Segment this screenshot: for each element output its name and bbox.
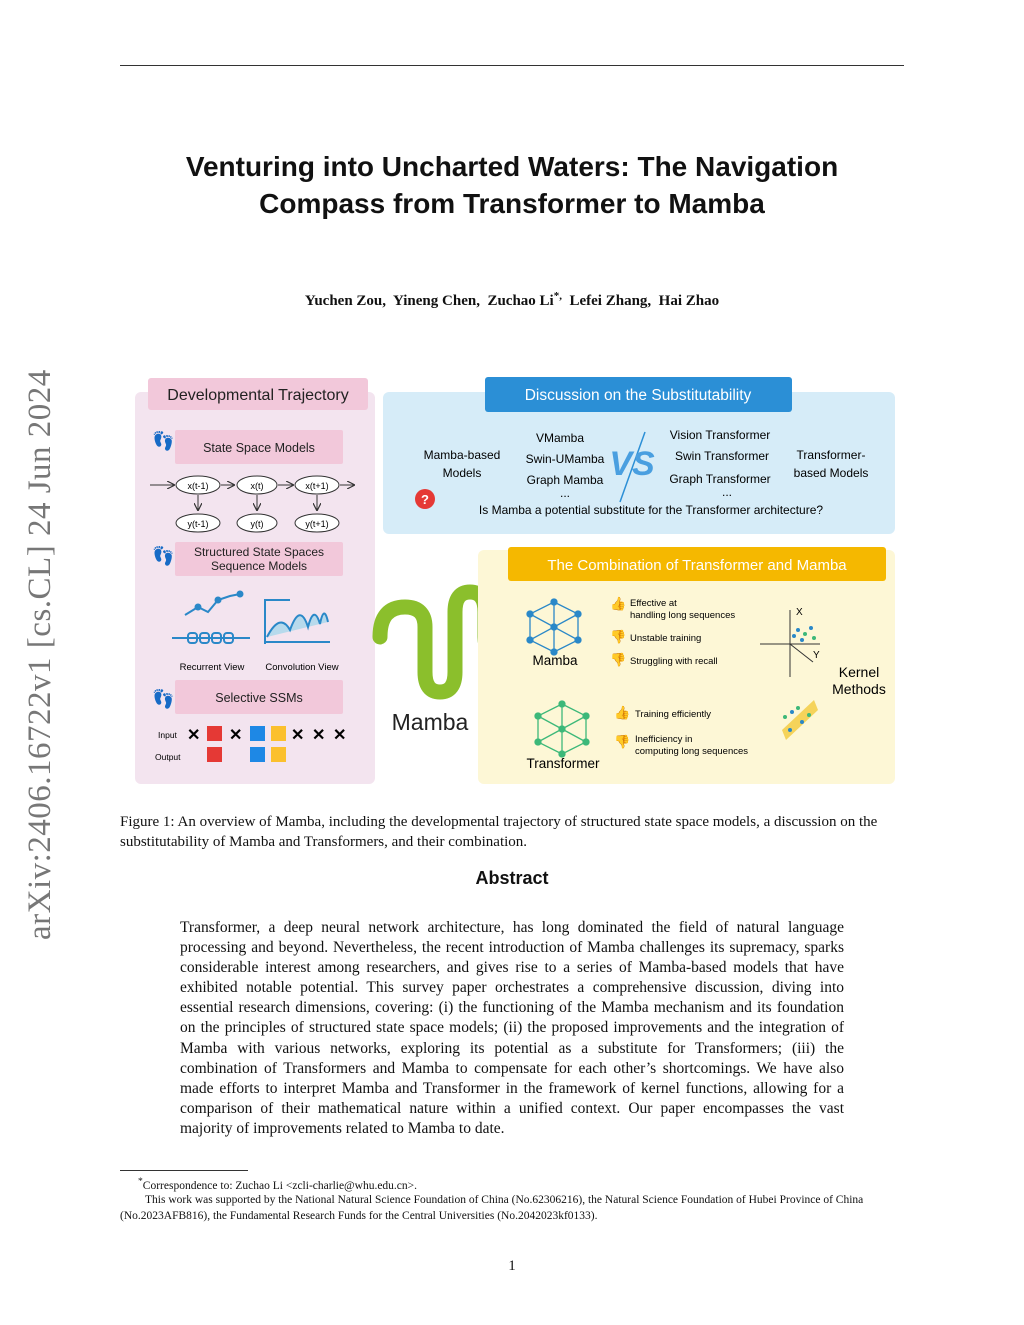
author-2: Yineng Chen, [392, 293, 480, 309]
masked-token-icon: ✕ [333, 727, 347, 744]
ssm-label: State Space Models [203, 441, 315, 455]
thumbs-up-icon: 👍 [610, 596, 627, 611]
author-5: Hai Zhao [658, 293, 720, 309]
transformer-item-2: Swin Transformer [674, 449, 770, 463]
thumbs-down-icon: 👎 [610, 629, 627, 644]
developmental-trajectory-panel [135, 378, 375, 784]
axis-y-label: Y [813, 650, 820, 661]
footnote-mark: * [138, 1176, 143, 1187]
abstract-body: Transformer, a deep neural network architecture, has long dominated the field of natural language processing and beyond. Nevertheless, the recent introduction of Mamba challenges its supremacy, sparks considerable interest among researchers, and gives rise to a series of Mamba-based models that have exhibited notable potential. This survey paper orchestrates a comprehensive discussion, diving into essential research dimensions, covering: (i) the functioning of the Mamba mechanism and its foundation on the principles of structured state space models; (ii) the proposed improvements and the integration of Mamba with various networks, exploring its potential as a substitute for Transformers; (iii) the combination of Transformers and Mamba to compensate for each other’s shortcomings. We have also made efforts to interpret Mamba and Transformer in the framework of kernel functions, allowing for a comparison of their mathematical nature within a unified context. Our paper encompasses the vast majority of improvements related to Mamba to date. [180, 919, 844, 1137]
thumbs-down-icon: 👎 [610, 652, 627, 667]
s4-label-2: Sequence Models [210, 559, 308, 573]
abstract-heading: Abstract [475, 868, 549, 888]
s4-label-1: Structured State Spaces [193, 545, 325, 559]
red-token [207, 726, 222, 741]
mamba-point-1b: handling long sequences [630, 610, 736, 621]
recurrent-view-label: Recurrent View [179, 662, 245, 673]
author-mark: *, [553, 290, 562, 302]
blue-token [250, 747, 265, 762]
mamba-label: Mamba [532, 653, 578, 668]
mamba-item-3: Graph Mamba [526, 473, 604, 487]
transformer-point-1: Training efficiently [635, 709, 712, 720]
footprint-icon: 👣 [152, 546, 175, 566]
transformer-group-1: Transformer- [796, 448, 866, 462]
mamba-group-1: Mamba-based [423, 448, 501, 462]
combination-panel [478, 547, 895, 784]
footnote-funding: This work was supported by the National Natural Science Foundation of China (No.62306216), the Natural Science Foundation of Hubei Province of China (No.2023AFB816), the Fundamental Research Funds for the Central Universities (No.2042023kf0133). [120, 1194, 864, 1222]
paper-title [120, 148, 904, 222]
mamba-item-more: ... [559, 486, 571, 500]
vs-mark: VS [609, 445, 655, 483]
x-node-2: x(t) [250, 481, 264, 491]
transformer-item-more: ... [721, 485, 733, 499]
masked-token-icon: ✕ [312, 727, 326, 744]
author-1: Yuchen Zou, [304, 293, 387, 309]
title-line-2: Compass from Transformer to Mamba [259, 188, 765, 219]
kernel-methods-line1: Kernel [838, 664, 880, 680]
selective-ssm-label: Selective SSMs [215, 691, 303, 705]
transformer-point-2a: Inefficiency in [635, 734, 693, 745]
discussion-title: Discussion on the Substitutability [524, 387, 752, 404]
blue-token [250, 726, 265, 741]
x-node-1: x(t-1) [187, 481, 209, 491]
discussion-panel [383, 377, 895, 534]
trajectory-title: Developmental Trajectory [167, 387, 349, 404]
thumbs-down-icon: 👎 [614, 734, 631, 749]
footnote-correspondence [138, 1176, 904, 1192]
transformer-point-2b: computing long sequences [635, 746, 749, 757]
mamba-item-2: Swin-UMamba [525, 452, 605, 466]
y-node-2: y(t) [250, 519, 264, 529]
red-token [207, 747, 222, 762]
masked-token-icon: ✕ [187, 727, 201, 744]
title-line-1: Venturing into Uncharted Waters: The Navigation [185, 151, 839, 182]
author-4: Lefei Zhang, [569, 293, 652, 309]
x-node-3: x(t+1) [305, 481, 329, 491]
page-number: 1 [508, 1258, 516, 1274]
thumbs-up-icon: 👍 [614, 705, 631, 720]
kernel-methods-line2: Methods [832, 681, 886, 697]
mamba-group-2: Models [442, 466, 482, 480]
author-list [120, 290, 904, 310]
yellow-token [271, 747, 286, 762]
transformer-group-2: based Models [793, 466, 869, 480]
mamba-big-label: Mamba [391, 709, 469, 735]
transformer-item-1: Vision Transformer [669, 428, 771, 442]
correspondence-text: Correspondence to: Zuchao Li <zcli-charlie@whu.edu.cn>. [142, 1179, 418, 1192]
author-3: Zuchao Li [487, 293, 554, 309]
question-text: Is Mamba a potential substitute for the Transformer architecture? [478, 503, 824, 517]
masked-token-icon: ✕ [291, 727, 305, 744]
footprint-icon: 👣 [152, 431, 175, 451]
y-node-1: y(t-1) [187, 519, 209, 529]
mamba-point-1a: Effective at [630, 598, 677, 609]
masked-token-icon: ✕ [229, 727, 243, 744]
footnote-rule [120, 1170, 248, 1171]
transformer-label: Transformer [526, 756, 600, 771]
mamba-point-2: Unstable training [630, 633, 702, 644]
combination-title: The Combination of Transformer and Mamba [547, 557, 847, 574]
yellow-token [271, 726, 286, 741]
footprint-icon: 👣 [152, 689, 175, 709]
mamba-item-1: VMamba [535, 431, 585, 445]
figure-caption: Figure 1: An overview of Mamba, including the developmental trajectory of structured state space models, a discussion on the substitutability of Mamba and Transformers, and their combination. [120, 814, 878, 850]
arxiv-stamp: arXiv:2406.16722v1 [cs.CL] 24 Jun 2024 [22, 369, 58, 940]
mamba-point-3: Struggling with recall [630, 656, 718, 667]
axis-x-label: X [796, 607, 803, 618]
output-label: Output [155, 752, 181, 762]
convolution-view-label: Convolution View [265, 662, 339, 673]
transformer-item-3: Graph Transformer [669, 472, 771, 486]
top-rule [120, 65, 904, 66]
question-icon-glyph: ? [421, 492, 429, 507]
y-node-3: y(t+1) [305, 519, 329, 529]
input-label: Input [158, 730, 177, 740]
overview-figure [130, 372, 900, 790]
